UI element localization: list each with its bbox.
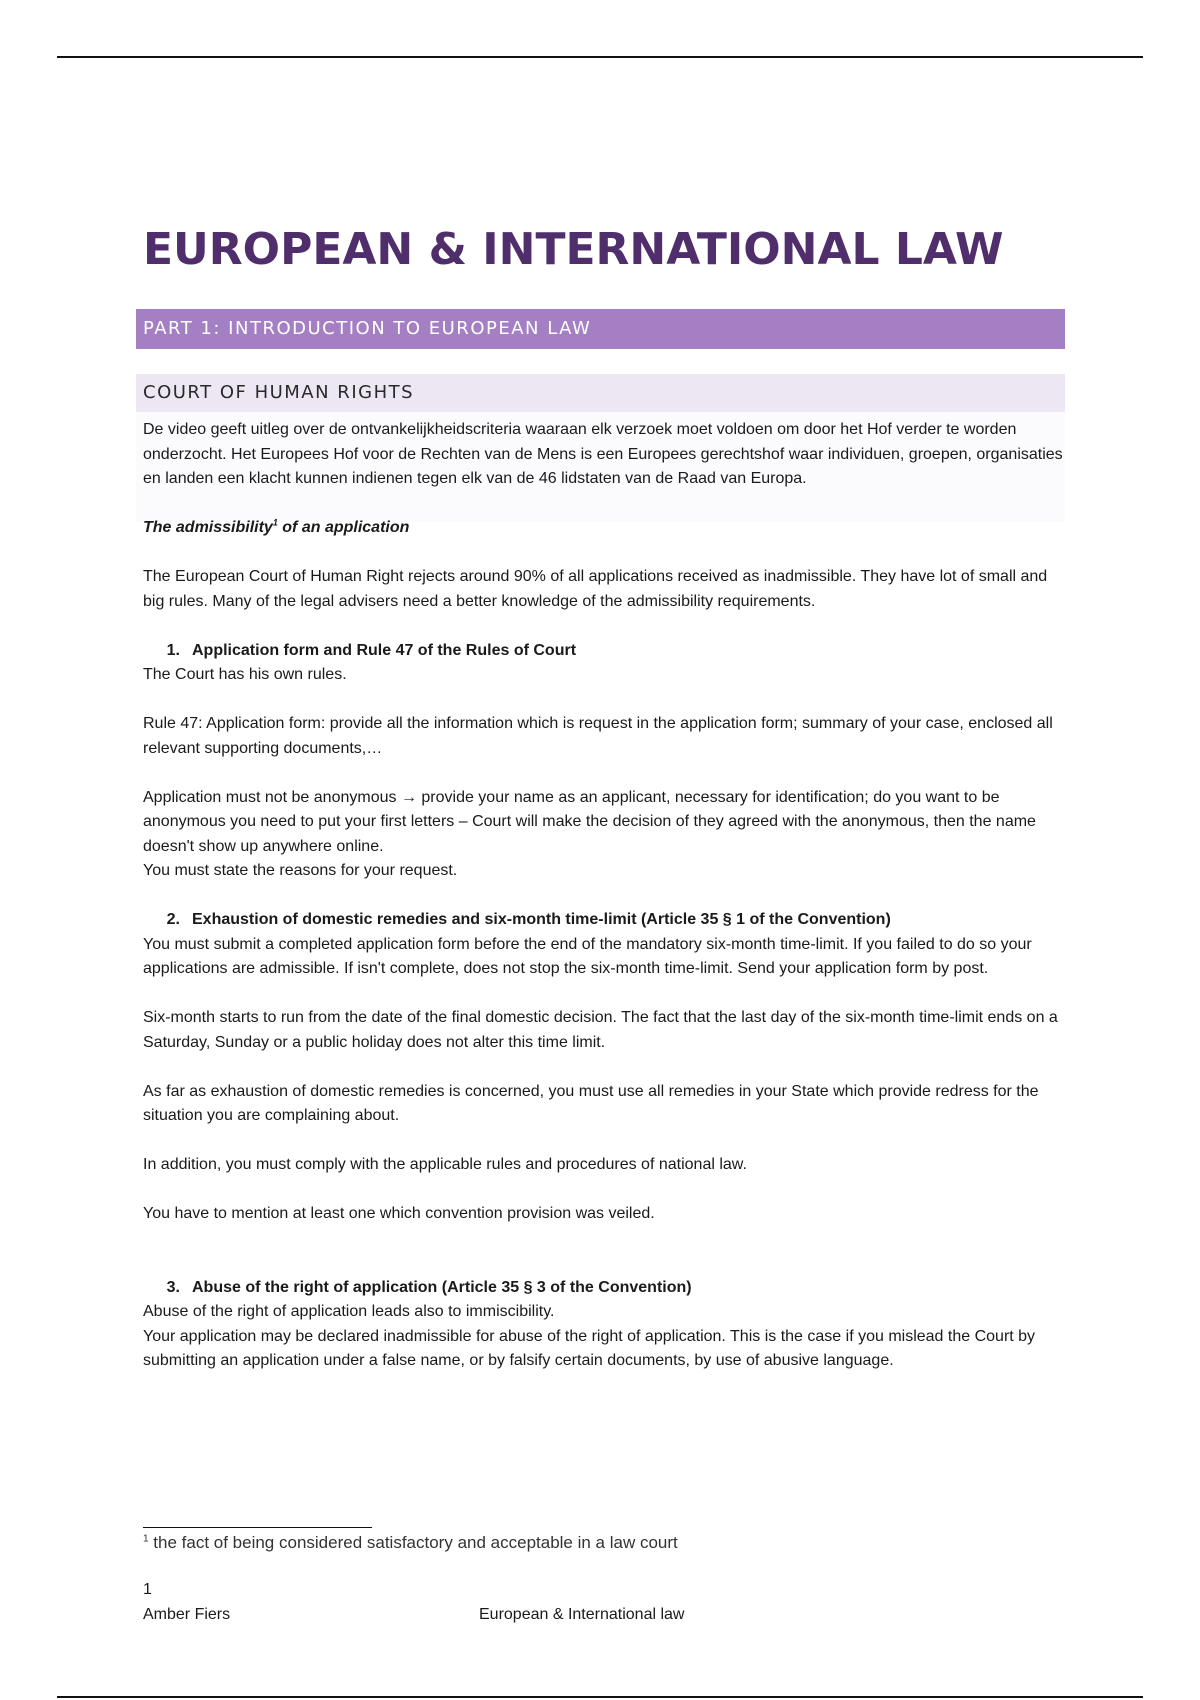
header-rule	[57, 56, 1143, 58]
paragraph: Rule 47: Application form: provide all the information which is request in the application form; summary of your case, enclosed all relevant supporting documents,…	[143, 715, 1053, 757]
intro-paragraph: De video geeft uitleg over de ontvankelijkheidscriteria waaraan elk verzoek moet voldoen om door het Hof verder te worden onderzocht. Het Europees Hof voor de Rechten van de Mens is een Europees gerechtshof waar individuen, groepen, organisaties en landen een klacht kunnen indienen tegen elk van de 46 lidstaten van de Raad van Europa.	[143, 421, 1063, 487]
part-heading: PART 1: INTRODUCTION TO EUROPEAN LAW	[136, 309, 1065, 349]
document-title: EUROPEAN & INTERNATIONAL LAW	[143, 224, 1004, 275]
section-heading: COURT OF HUMAN RIGHTS	[136, 374, 1065, 412]
admissibility-paragraph: The European Court of Human Right rejects around 90% of all applications received as inadmissible. They have lot of small and big rules. Many of the legal advisers need a better knowledge of the admissibility requirements.	[143, 568, 1048, 610]
paragraph: Six-month starts to run from the date of the final domestic decision. The fact that the last day of the six-month time-limit ends on a Saturday, Sunday or a public holiday does not alter this time limit.	[143, 1009, 1058, 1051]
paragraph: In addition, you must comply with the applicable rules and procedures of national law.	[143, 1156, 747, 1173]
footer-document-title: European & International law	[479, 1606, 685, 1623]
paragraph: Application must not be anonymous → provide your name as an applicant, necessary for identification; do you want to be anonymous you need to put your first letters – Court will make the decision of they agreed with the anonymous, then the name doesn't show up anywhere online.	[143, 788, 1036, 855]
page-number: 1	[143, 1581, 152, 1598]
admissibility-heading: The admissibility$^1$ of an application	[143, 517, 410, 536]
body-text	[143, 418, 1063, 1374]
page-content	[143, 220, 1063, 1369]
footnote-separator	[143, 1527, 372, 1528]
footer-rule	[57, 1696, 1143, 1698]
arrow-right-icon: →	[400, 788, 417, 806]
paragraph: The Court has his own rules.	[143, 666, 347, 683]
footnote-ref[interactable]: 1	[272, 517, 278, 528]
list-heading-3: 3. Abuse of the right of application (Article 35 § 3 of the Convention)	[166, 1278, 692, 1296]
paragraph: Your application may be declared inadmissible for abuse of the right of application. This is the case if you mislead the Court by submitting an application under a false name, or by falsify certain documents, by use of abusive language.	[143, 1327, 1036, 1369]
footer-author: Amber Fiers	[143, 1606, 231, 1623]
paragraph: You have to mention at least one which convention provision was veiled.	[143, 1205, 655, 1222]
paragraph: As far as exhaustion of domestic remedies is concerned, you must use all remedies in your State which provide redress for the situation you are complaining about.	[143, 1082, 1039, 1124]
paragraph: Abuse of the right of application leads also to immiscibility.	[143, 1303, 555, 1320]
paragraph: You must submit a completed application form before the end of the mandatory six-month time-limit. If you failed to do so your applications are admissible. If isn't complete, does not stop the six-month time-limit. Send your application form by post.	[143, 935, 1032, 977]
list-heading-2: 2. Exhaustion of domestic remedies and six-month time-limit (Article 35 § 1 of the Convention)	[166, 911, 891, 928]
list-heading-1: 1. Application form and Rule 47 of the Rules of Court	[166, 641, 577, 659]
footnote: $^1$ the fact of being considered satisfactory and acceptable in a law court	[143, 1533, 678, 1552]
paragraph: You must state the reasons for your request.	[143, 862, 458, 879]
